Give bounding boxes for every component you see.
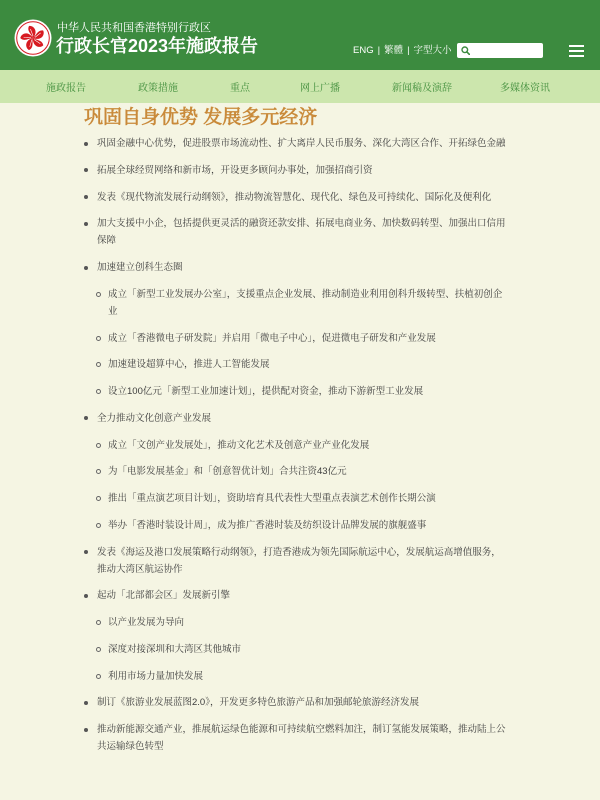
list-item-text: 制订《旅游业发展蓝图2.0》，开发更多特色旅游产品和加强邮轮旅游经济发展 [97,697,419,709]
nav-item-policy-address[interactable]: 施政报告 [46,83,86,94]
list-item-text: 发表《海运及港口发展策略行动纲领》，打造香港成为领先国际航运中心，发展航运高增值服务，推动大湾区航运协作 [97,546,501,575]
list-item [97,410,508,534]
list-item [97,162,508,179]
site-title: 行政长官2023年施政报告 [56,36,259,56]
list-item [97,587,508,684]
nav-item-policy-measures[interactable]: 政策措施 [138,83,178,94]
sub-list-item-text: 设立100亿元「新型工业加速计划」，提供配对资金，推动下游新型工业发展 [108,386,424,397]
sub-list-item [108,330,508,347]
menu-button[interactable] [569,45,584,57]
site-header [0,0,600,70]
search-input[interactable] [473,43,539,58]
nav-item-webcast[interactable]: 网上广播 [300,83,340,94]
list-item-text: 巩固金融中心优势，促进股票市场流动性、扩大离岸人民币服务、深化大湾区合作、开拓绿色金融 [97,138,506,149]
nav-item-press-releases[interactable]: 新闻稿及演辞 [392,83,452,94]
sub-list-item-text: 深度对接深圳和大湾区其他城市 [108,643,242,655]
sub-list-item-text: 举办「香港时装设计周」，成为推广香港时装及纺织设计品牌发展的旗舰盛事 [108,519,427,531]
menu-bar [569,50,584,52]
sub-list-item [108,668,508,685]
policy-list [97,135,508,755]
sub-list-item-text: 推出「重点演艺项目计划」，资助培育具代表性大型重点表演艺术创作长期公演 [108,493,436,504]
nav-item-multimedia[interactable]: 多媒体资讯 [500,83,550,94]
lang-english-link[interactable]: ENG [353,45,374,56]
list-item [97,259,508,400]
lang-traditional-chinese-link[interactable]: 繁體 [384,45,404,56]
list-item [97,721,508,755]
main-nav [0,70,600,103]
list-item [97,135,508,152]
sub-list [108,614,508,685]
nav-item-highlights[interactable]: 重点 [230,83,250,94]
hamburger-menu-icon [569,45,584,57]
hksar-emblem-logo [14,19,52,57]
list-item-text: 加大支援中小企，包括提供更灵活的融资还款安排、拓展电商业务、加快数码转型、加强出口信用保障 [97,218,506,247]
home-link[interactable] [0,0,290,70]
sub-list-item [108,463,508,480]
sub-list-item-text: 利用市场力量加快发展 [108,670,204,682]
menu-bar [569,45,584,47]
sub-list-item [108,614,508,631]
sub-list-item-text: 成立「文创产业发展处」，推动文化艺术及创意产业产业化发展 [108,439,370,451]
sub-list-item [108,356,508,373]
list-item [97,544,508,578]
font-size-link[interactable]: 字型大小 [413,45,452,56]
sub-list-item [108,286,508,320]
search-box [457,43,543,58]
utility-links [353,44,452,58]
sub-list [108,437,508,534]
list-item [97,215,508,249]
search-icon[interactable] [461,46,470,55]
utility-separator: | [377,45,381,56]
sub-list-item-text: 成立「新型工业发展办公室」，支援重点企业发展、推动制造业利用创科升级转型、扶植初创企业 [108,288,503,317]
list-item-text: 起动「北部都会区」发展新引擎 [97,590,231,602]
sub-list-item-text: 以产业发展为导向 [108,617,185,628]
list-item-text: 发表《现代物流发展行动纲领》，推动物流智慧化、现代化、绿色及可持续化、国际化及便利化 [97,191,492,203]
region-label: 中华人民共和国香港特别行政区 [57,22,211,34]
sub-list-item [108,383,508,400]
section-title: 巩固自身优势 发展多元经济 [84,107,318,128]
utility-separator: | [407,45,410,56]
list-item-text: 推动新能源交通产业，推展航运绿色能源和可持续航空燃料加注，制订氢能发展策略，推动陆上公共运输绿色转型 [97,724,506,752]
sub-list-item [108,437,508,454]
list-item-text: 全力推动文化创意产业发展 [97,412,212,424]
sub-list-item-text: 为「电影发展基金」和「创意智优计划」合共注资43亿元 [108,466,347,478]
sub-list-item [108,517,508,534]
sub-list-item-text: 加速建设超算中心，推进人工智能发展 [108,359,270,371]
list-item [97,189,508,206]
sub-list [108,286,508,400]
list-item-text: 拓展全球经贸网络和新市场，开设更多顾问办事处，加强招商引资 [97,164,373,176]
list-item-text: 加速建立创科生态圈 [97,262,183,273]
sub-list-item [108,490,508,507]
sub-list-item [108,641,508,658]
sub-list-item-text: 成立「香港微电子研发院」并启用「微电子中心」，促进微电子研发和产业发展 [108,332,436,344]
list-item [97,694,508,711]
menu-bar [569,55,584,57]
